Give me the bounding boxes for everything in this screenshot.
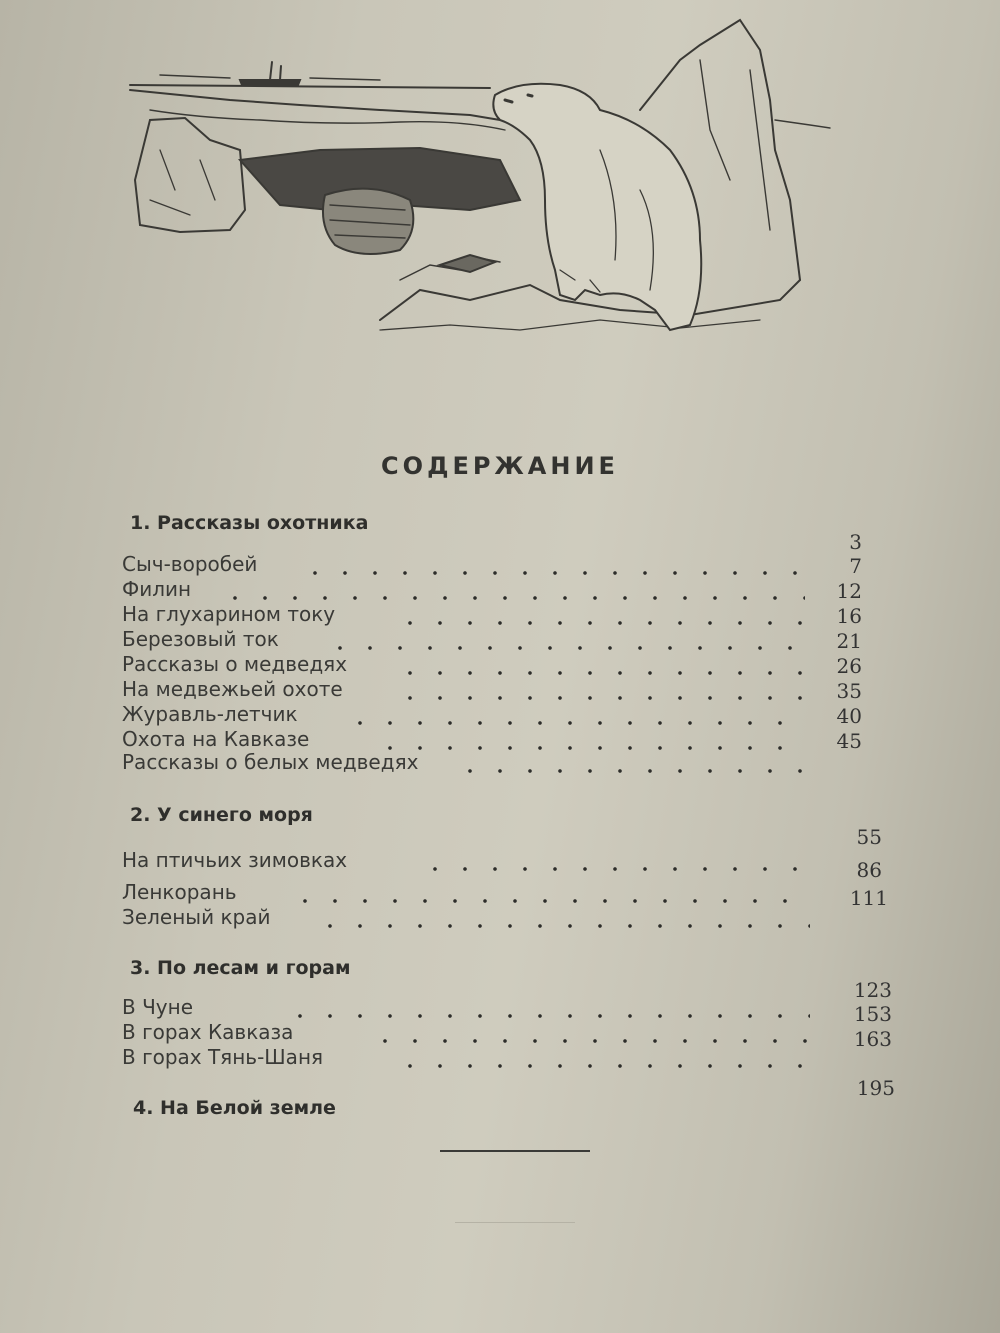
toc-entry: Ленкорань bbox=[122, 880, 237, 904]
dot-leader bbox=[290, 899, 810, 903]
page-number: 123 bbox=[853, 978, 892, 1002]
dot-leader bbox=[370, 1039, 810, 1043]
section-title: 2. У синего моря bbox=[130, 804, 313, 826]
page-number: 16 bbox=[836, 604, 862, 628]
contents-heading: СОДЕРЖАНИЕ bbox=[381, 452, 619, 480]
dot-leader bbox=[455, 769, 805, 773]
dot-leader bbox=[395, 621, 805, 625]
page-number: 7 bbox=[849, 554, 862, 578]
dot-leader bbox=[345, 721, 805, 725]
toc-entry: Журавль-летчик bbox=[122, 702, 298, 726]
faint-rule bbox=[455, 1222, 575, 1223]
toc-entry: Сыч-воробей bbox=[122, 552, 258, 576]
toc-entry: Охота на Кавказе bbox=[122, 727, 310, 751]
page-number: 111 bbox=[849, 886, 888, 910]
section-title: 4. На Белой земле bbox=[133, 1097, 336, 1119]
dot-leader bbox=[300, 571, 805, 575]
toc-entry: На медвежьей охоте bbox=[122, 677, 343, 701]
toc-entry: Рассказы о белых медведях bbox=[122, 750, 419, 774]
toc-entry: Рассказы о медведях bbox=[122, 652, 348, 676]
dot-leader bbox=[395, 696, 805, 700]
section-title: 1. Рассказы охотника bbox=[130, 512, 369, 534]
toc-entry: В горах Тянь-Шаня bbox=[122, 1045, 324, 1069]
page-number: 195 bbox=[856, 1076, 895, 1100]
toc-entry: Филин bbox=[122, 577, 192, 601]
dot-leader bbox=[315, 924, 810, 928]
page-number: 21 bbox=[836, 629, 862, 653]
dot-leader bbox=[395, 671, 805, 675]
dot-leader bbox=[285, 1014, 810, 1018]
toc-entry: Березовый ток bbox=[122, 627, 279, 651]
toc-entry: На глухарином току bbox=[122, 602, 336, 626]
toc-entry: В горах Кавказа bbox=[122, 1020, 294, 1044]
dot-leader bbox=[375, 746, 805, 750]
page-number: 12 bbox=[836, 579, 862, 603]
page-number: 86 bbox=[856, 858, 882, 882]
page-number: 163 bbox=[853, 1027, 892, 1051]
end-rule bbox=[440, 1150, 590, 1152]
toc-entry: На птичьих зимовках bbox=[122, 848, 348, 872]
page-number: 26 bbox=[836, 654, 862, 678]
page-number: 55 bbox=[856, 825, 882, 849]
page-number: 3 bbox=[849, 530, 862, 554]
section-title: 3. По лесам и горам bbox=[130, 957, 351, 979]
toc-entry: В Чуне bbox=[122, 995, 194, 1019]
dot-leader bbox=[395, 1064, 810, 1068]
toc-entry: Зеленый край bbox=[122, 905, 271, 929]
page-number: 45 bbox=[836, 729, 862, 753]
dot-leader bbox=[420, 867, 810, 871]
page-number: 40 bbox=[836, 704, 862, 728]
polar-bear-illustration bbox=[0, 0, 1000, 400]
page-number: 35 bbox=[836, 679, 862, 703]
page-number: 153 bbox=[853, 1002, 892, 1026]
dot-leader bbox=[220, 596, 805, 600]
dot-leader bbox=[325, 646, 805, 650]
